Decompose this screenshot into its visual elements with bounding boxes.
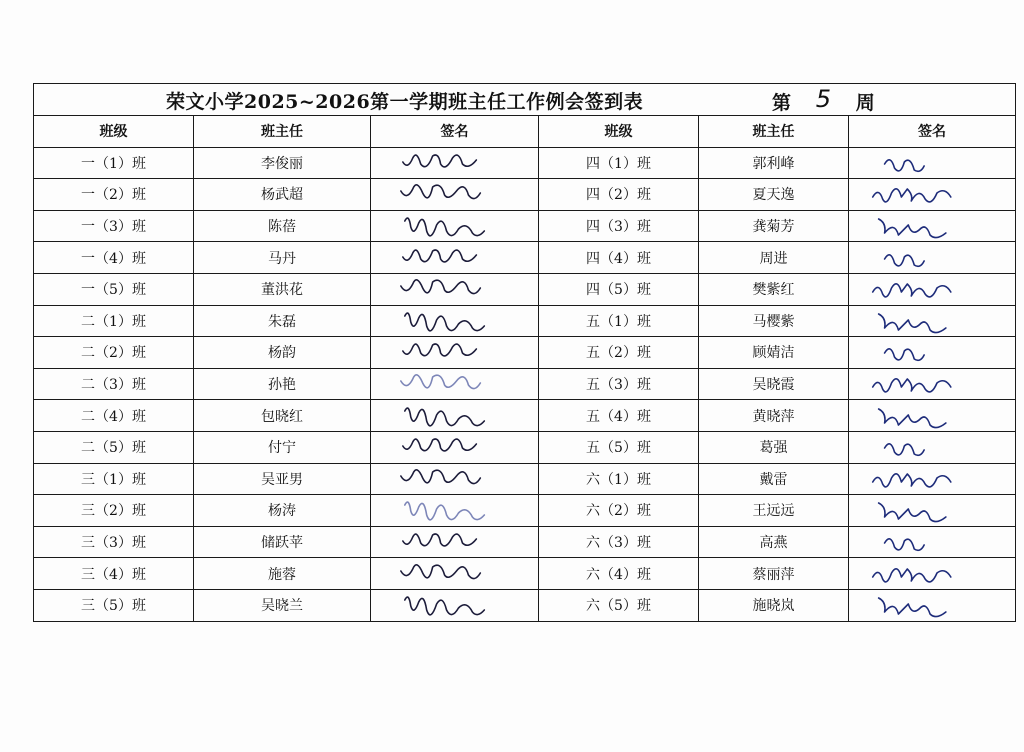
left-class-cell: 三（3）班 (34, 526, 194, 558)
left-teacher-cell: 付宁 (194, 431, 371, 463)
table-row (34, 305, 1016, 337)
right-signature-cell (849, 463, 1016, 495)
left-teacher-cell: 包晓红 (194, 400, 371, 432)
right-signature-cell (849, 431, 1016, 463)
table-row (34, 589, 1016, 621)
handwritten-signature (849, 495, 1015, 525)
right-signature-cell (849, 305, 1016, 337)
title-row (34, 84, 1016, 116)
left-teacher-cell: 杨涛 (194, 495, 371, 527)
right-class-cell: 四（5）班 (539, 273, 699, 305)
handwritten-signature (849, 243, 1015, 273)
right-teacher-cell: 郭利峰 (699, 147, 849, 179)
right-teacher-cell: 葛强 (699, 431, 849, 463)
sheet-title: 荣文小学2025~2026第一学期班主任工作例会签到表 (166, 91, 644, 113)
handwritten-signature (849, 464, 1015, 494)
right-signature-cell (849, 242, 1016, 274)
right-class-cell: 六（2）班 (539, 495, 699, 527)
right-teacher-cell: 黄晓萍 (699, 400, 849, 432)
handwritten-signature (849, 148, 1015, 178)
left-class-cell: 三（4）班 (34, 558, 194, 590)
right-signature-cell (849, 495, 1016, 527)
week-suffix: 周 (855, 92, 876, 114)
right-signature-cell (849, 179, 1016, 211)
left-class-cell: 三（5）班 (34, 589, 194, 621)
right-teacher-cell: 高燕 (699, 526, 849, 558)
left-class-cell: 一（1）班 (34, 147, 194, 179)
handwritten-signature (849, 337, 1015, 367)
handwritten-signature (371, 306, 538, 336)
col-header-class-right: 班级 (539, 116, 699, 148)
right-signature-cell (849, 147, 1016, 179)
right-teacher-cell: 夏天逸 (699, 179, 849, 211)
right-teacher-cell: 马樱紫 (699, 305, 849, 337)
handwritten-signature (849, 274, 1015, 304)
table-row (34, 558, 1016, 590)
handwritten-signature (371, 243, 538, 273)
right-class-cell: 四（1）班 (539, 147, 699, 179)
handwritten-signature (371, 274, 538, 304)
right-teacher-cell: 蔡丽萍 (699, 558, 849, 590)
handwritten-signature (371, 590, 538, 620)
right-class-cell: 六（3）班 (539, 526, 699, 558)
left-signature-cell (371, 558, 539, 590)
table-row (34, 147, 1016, 179)
left-signature-cell (371, 147, 539, 179)
handwritten-signature (849, 401, 1015, 431)
table-row (34, 273, 1016, 305)
handwritten-signature (849, 527, 1015, 557)
left-teacher-cell: 吴晓兰 (194, 589, 371, 621)
right-signature-cell (849, 210, 1016, 242)
left-signature-cell (371, 210, 539, 242)
handwritten-signature (371, 559, 538, 589)
right-teacher-cell: 顾婧洁 (699, 337, 849, 369)
week-label (772, 87, 875, 115)
col-header-signature-left: 签名 (371, 116, 539, 148)
left-class-cell: 二（2）班 (34, 337, 194, 369)
table-row (34, 495, 1016, 527)
right-teacher-cell: 戴雷 (699, 463, 849, 495)
left-teacher-cell: 施蓉 (194, 558, 371, 590)
left-signature-cell (371, 526, 539, 558)
handwritten-signature (371, 179, 538, 209)
left-teacher-cell: 陈蓓 (194, 210, 371, 242)
left-teacher-cell: 储跃苹 (194, 526, 371, 558)
right-class-cell: 五（5）班 (539, 431, 699, 463)
right-teacher-cell: 樊紫红 (699, 273, 849, 305)
right-class-cell: 五（1）班 (539, 305, 699, 337)
title-cell (34, 84, 1016, 116)
right-signature-cell (849, 558, 1016, 590)
left-signature-cell (371, 463, 539, 495)
left-teacher-cell: 吴亚男 (194, 463, 371, 495)
left-signature-cell (371, 305, 539, 337)
left-signature-cell (371, 273, 539, 305)
left-teacher-cell: 孙艳 (194, 368, 371, 400)
left-signature-cell (371, 337, 539, 369)
handwritten-signature (371, 148, 538, 178)
handwritten-signature (371, 337, 538, 367)
handwritten-signature (849, 211, 1015, 241)
right-class-cell: 六（5）班 (539, 589, 699, 621)
left-class-cell: 一（3）班 (34, 210, 194, 242)
right-class-cell: 四（4）班 (539, 242, 699, 274)
right-signature-cell (849, 400, 1016, 432)
left-teacher-cell: 马丹 (194, 242, 371, 274)
handwritten-signature (371, 211, 538, 241)
left-teacher-cell: 董洪花 (194, 273, 371, 305)
left-class-cell: 二（4）班 (34, 400, 194, 432)
right-class-cell: 六（1）班 (539, 463, 699, 495)
left-class-cell: 二（1）班 (34, 305, 194, 337)
right-signature-cell (849, 368, 1016, 400)
left-class-cell: 二（3）班 (34, 368, 194, 400)
sign-in-table (33, 83, 1016, 622)
handwritten-signature (849, 432, 1015, 462)
table-row (34, 210, 1016, 242)
handwritten-signature (371, 495, 538, 525)
table-row (34, 400, 1016, 432)
col-header-teacher-left: 班主任 (194, 116, 371, 148)
week-prefix: 第 (772, 92, 792, 114)
left-signature-cell (371, 179, 539, 211)
handwritten-signature (371, 369, 538, 399)
right-signature-cell (849, 337, 1016, 369)
right-teacher-cell: 龚菊芳 (699, 210, 849, 242)
left-teacher-cell: 朱磊 (194, 305, 371, 337)
col-header-teacher-right: 班主任 (699, 116, 849, 148)
handwritten-signature (849, 179, 1015, 209)
table-body (34, 147, 1016, 621)
left-signature-cell (371, 589, 539, 621)
handwritten-signature (371, 464, 538, 494)
handwritten-signature (371, 432, 538, 462)
table-row (34, 337, 1016, 369)
left-class-cell: 一（2）班 (34, 179, 194, 211)
right-teacher-cell: 王远远 (699, 495, 849, 527)
right-class-cell: 五（2）班 (539, 337, 699, 369)
col-header-signature-right: 签名 (849, 116, 1016, 148)
right-class-cell: 五（4）班 (539, 400, 699, 432)
week-number: 5 (815, 85, 832, 113)
left-class-cell: 三（1）班 (34, 463, 194, 495)
table-row (34, 431, 1016, 463)
left-signature-cell (371, 495, 539, 527)
left-teacher-cell: 杨武超 (194, 179, 371, 211)
left-class-cell: 二（5）班 (34, 431, 194, 463)
left-class-cell: 一（5）班 (34, 273, 194, 305)
right-signature-cell (849, 526, 1016, 558)
left-signature-cell (371, 242, 539, 274)
right-signature-cell (849, 273, 1016, 305)
right-teacher-cell: 周进 (699, 242, 849, 274)
table-row (34, 179, 1016, 211)
table-row (34, 368, 1016, 400)
handwritten-signature (371, 527, 538, 557)
right-class-cell: 六（4）班 (539, 558, 699, 590)
left-signature-cell (371, 431, 539, 463)
left-teacher-cell: 杨韵 (194, 337, 371, 369)
handwritten-signature (849, 559, 1015, 589)
header-row (34, 116, 1016, 148)
table-row (34, 526, 1016, 558)
col-header-class-left: 班级 (34, 116, 194, 148)
handwritten-signature (849, 306, 1015, 336)
right-teacher-cell: 吴晓霞 (699, 368, 849, 400)
left-teacher-cell: 李俊丽 (194, 147, 371, 179)
right-signature-cell (849, 589, 1016, 621)
left-signature-cell (371, 400, 539, 432)
right-teacher-cell: 施晓岚 (699, 589, 849, 621)
table-row (34, 242, 1016, 274)
handwritten-signature (849, 369, 1015, 399)
right-class-cell: 五（3）班 (539, 368, 699, 400)
table-row (34, 463, 1016, 495)
handwritten-signature (849, 590, 1015, 620)
handwritten-signature (371, 401, 538, 431)
right-class-cell: 四（3）班 (539, 210, 699, 242)
left-signature-cell (371, 368, 539, 400)
left-class-cell: 三（2）班 (34, 495, 194, 527)
left-class-cell: 一（4）班 (34, 242, 194, 274)
right-class-cell: 四（2）班 (539, 179, 699, 211)
